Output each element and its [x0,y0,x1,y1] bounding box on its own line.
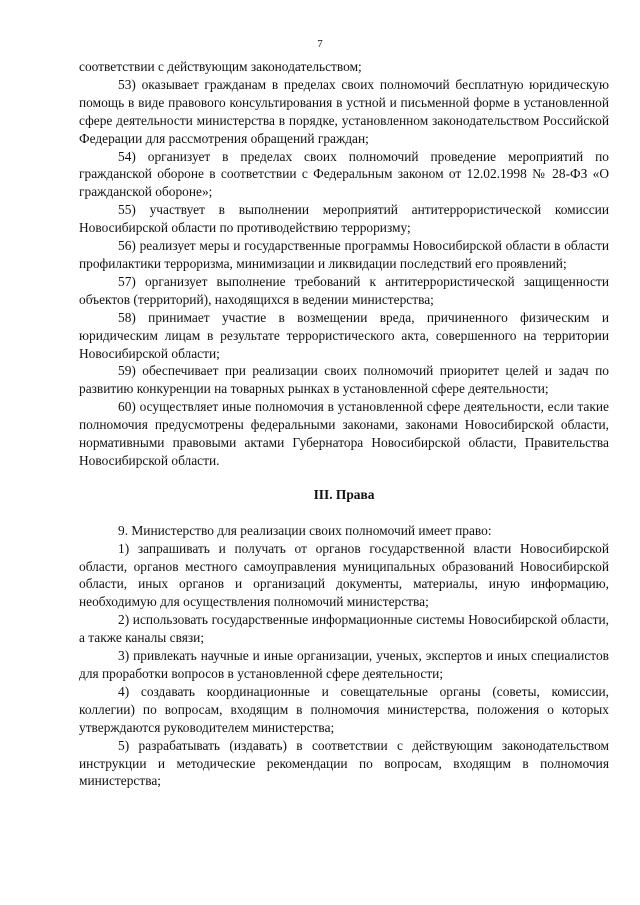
paragraph-clause-9: 9. Министерство для реализации своих полномочий имеет право: [118,522,492,538]
page-number: 7 [317,38,323,50]
paragraph-item-58: 58) принимает участие в возмещении вреда, причиненного физическим и юридическим лицам в результате террористического акта, совершенного на территории Новосибирской области; [79,309,609,361]
paragraph-right-5: 5) разрабатывать (издавать) в соответствии с действующим законодательством инструкции и методические рекомендации по вопросам, входящим в полномочия министерства; [79,737,609,789]
paragraph-right-2: 2) использовать государственные информационные системы Новосибирской области, а также каналы связи; [79,612,609,646]
paragraph-item-54: 54) организует в пределах своих полномочий проведение мероприятий по гражданской обороне в соответствии с Федеральным законом от 12.02.1998 № 28-ФЗ «О гражданской обороне»; [79,148,609,200]
paragraph-item-56: 56) реализует меры и государственные программы Новосибирской области в области профилактики терроризма, минимизации и ликвидации последствий его проявлений; [79,238,609,271]
document-body [79,58,609,790]
paragraph-right-3: 3) привлекать научные и иные организации, ученых, экспертов и иных специалистов для проработки вопросов в установленной сфере деятельности; [79,648,609,681]
paragraph-continuation: соответствии с действующим законодательством; [79,59,362,74]
paragraph-item-53: 53) оказывает гражданам в пределах своих полномочий бесплатную юридическую помощь в виде правового консультирования в устной и письменной форме в установленной сфере деятельности министерства в порядке, установленном законодательством Российской Федерации для рассмотрения обращений граждан; [79,76,609,146]
paragraph-item-59: 59) обеспечивает при реализации своих полномочий приоритет целей и задач по развитию конкуренции на товарных рынках в установленной сфере деятельности; [79,363,609,397]
paragraph-item-57: 57) организует выполнение требований к антитеррористической защищенности объектов (территорий), находящихся в ведении министерства; [79,273,609,307]
section-heading: III. Права [313,486,375,502]
paragraph-item-55: 55) участвует в выполнении мероприятий антитеррористической комиссии Новосибирской области по противодействию терроризму; [79,202,609,236]
paragraph-right-4: 4) создавать координационные и совещательные органы (советы, комиссии, коллегии) по вопросам, входящим в полномочия министерства, положения о которых утверждаются руководителем министерства; [79,683,609,735]
paragraph-item-60: 60) осуществляет иные полномочия в установленной сфере деятельности, если такие полномочия предусмотрены федеральными законами, законами Новосибирской области, нормативными правовыми актами Губернатора Новосибирской области, Правительства Новосибирской области. [79,399,609,468]
paragraph-right-1: 1) запрашивать и получать от органов государственной власти Новосибирской области, органов местного самоуправления муниципальных образований Новосибирской области, иных органов и организаций документы, материалы, иную информацию, необходимую для осуществления полномочий министерства; [79,540,609,610]
